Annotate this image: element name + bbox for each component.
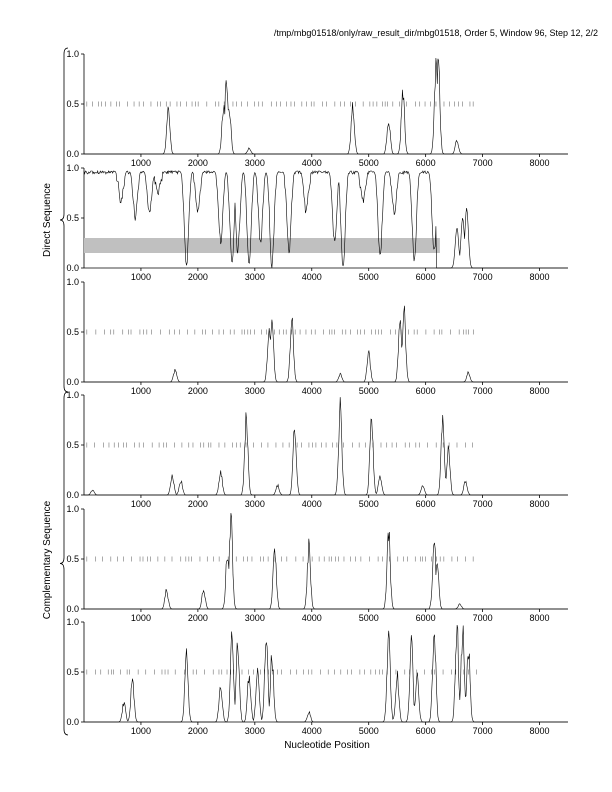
y-tick-label: 1.0: [66, 277, 79, 287]
panel-4: [66, 390, 568, 509]
x-tick-label: 7000: [472, 272, 493, 282]
x-tick-label: 8000: [529, 158, 550, 168]
x-tick-label: 8000: [529, 272, 550, 282]
x-tick-label: 5000: [358, 158, 379, 168]
group-label-complementary: Complementary Sequence: [42, 500, 53, 620]
x-tick-label: 7000: [472, 158, 493, 168]
x-tick-label: 7000: [472, 386, 493, 396]
shaded-band: [84, 238, 440, 253]
x-tick-label: 3000: [244, 272, 265, 282]
x-tick-label: 6000: [415, 613, 436, 623]
y-tick-label: 0.0: [66, 717, 79, 727]
y-tick-label: 0.0: [66, 377, 79, 387]
x-tick-label: 7000: [472, 499, 493, 509]
x-tick-label: 4000: [301, 726, 322, 736]
x-tick-label: 6000: [415, 158, 436, 168]
x-tick-label: 5000: [358, 386, 379, 396]
panel-3: [66, 277, 568, 396]
series-line: [84, 513, 568, 609]
x-tick-label: 3000: [244, 158, 265, 168]
y-tick-label: 1.0: [66, 617, 79, 627]
panel-2: [66, 163, 568, 282]
y-tick-label: 0.5: [66, 213, 79, 223]
x-tick-label: 3000: [244, 613, 265, 623]
x-tick-label: 6000: [415, 499, 436, 509]
x-tick-label: 4000: [301, 613, 322, 623]
x-tick-label: 6000: [415, 272, 436, 282]
y-tick-label: 0.5: [66, 667, 79, 677]
panel-5: [66, 504, 568, 623]
x-tick-label: 8000: [529, 726, 550, 736]
y-tick-label: 0.0: [66, 490, 79, 500]
x-tick-label: 5000: [358, 499, 379, 509]
x-tick-label: 6000: [415, 726, 436, 736]
x-tick-label: 5000: [358, 613, 379, 623]
x-tick-label: 1000: [130, 499, 151, 509]
x-tick-label: 1000: [130, 386, 151, 396]
series-line: [84, 625, 568, 722]
x-tick-label: 1000: [130, 158, 151, 168]
x-tick-label: 1000: [130, 272, 151, 282]
x-tick-label: 2000: [187, 272, 208, 282]
x-tick-label: 3000: [244, 499, 265, 509]
panels: [66, 49, 568, 736]
y-tick-label: 0.5: [66, 554, 79, 564]
x-tick-label: 7000: [472, 613, 493, 623]
x-tick-label: 1000: [130, 613, 151, 623]
panel-1: [66, 49, 568, 168]
y-tick-label: 0.5: [66, 440, 79, 450]
x-axis-label: Nucleotide Position: [284, 740, 370, 751]
x-tick-label: 2000: [187, 386, 208, 396]
y-tick-label: 1.0: [66, 504, 79, 514]
x-tick-label: 2000: [187, 726, 208, 736]
y-tick-label: 0.0: [66, 263, 79, 273]
x-tick-label: 2000: [187, 613, 208, 623]
series-line: [84, 306, 568, 382]
x-tick-label: 2000: [187, 499, 208, 509]
x-tick-label: 1000: [130, 726, 151, 736]
series-line: [84, 171, 568, 268]
x-tick-label: 5000: [358, 272, 379, 282]
y-tick-label: 0.5: [66, 99, 79, 109]
x-tick-label: 8000: [529, 499, 550, 509]
x-tick-label: 4000: [301, 386, 322, 396]
y-tick-label: 0.0: [66, 604, 79, 614]
x-tick-label: 8000: [529, 613, 550, 623]
y-tick-label: 1.0: [66, 49, 79, 59]
y-tick-label: 0.5: [66, 327, 79, 337]
y-tick-label: 1.0: [66, 390, 79, 400]
x-tick-label: 3000: [244, 386, 265, 396]
header-text: /tmp/mbg01518/only/raw_result_dir/mbg01518, Order 5, Window 96, Step 12, 2/2: [273, 28, 598, 38]
panel-6: [66, 617, 568, 736]
x-tick-label: 6000: [415, 386, 436, 396]
x-tick-label: 4000: [301, 158, 322, 168]
series-line: [84, 58, 568, 154]
x-tick-label: 4000: [301, 499, 322, 509]
x-tick-label: 8000: [529, 386, 550, 396]
x-tick-label: 5000: [358, 726, 379, 736]
y-tick-label: 1.0: [66, 163, 79, 173]
x-tick-label: 2000: [187, 158, 208, 168]
x-tick-label: 7000: [472, 726, 493, 736]
x-tick-label: 4000: [301, 272, 322, 282]
y-tick-label: 0.0: [66, 149, 79, 159]
x-tick-label: 3000: [244, 726, 265, 736]
group-label-direct: Direct Sequence: [42, 183, 53, 257]
